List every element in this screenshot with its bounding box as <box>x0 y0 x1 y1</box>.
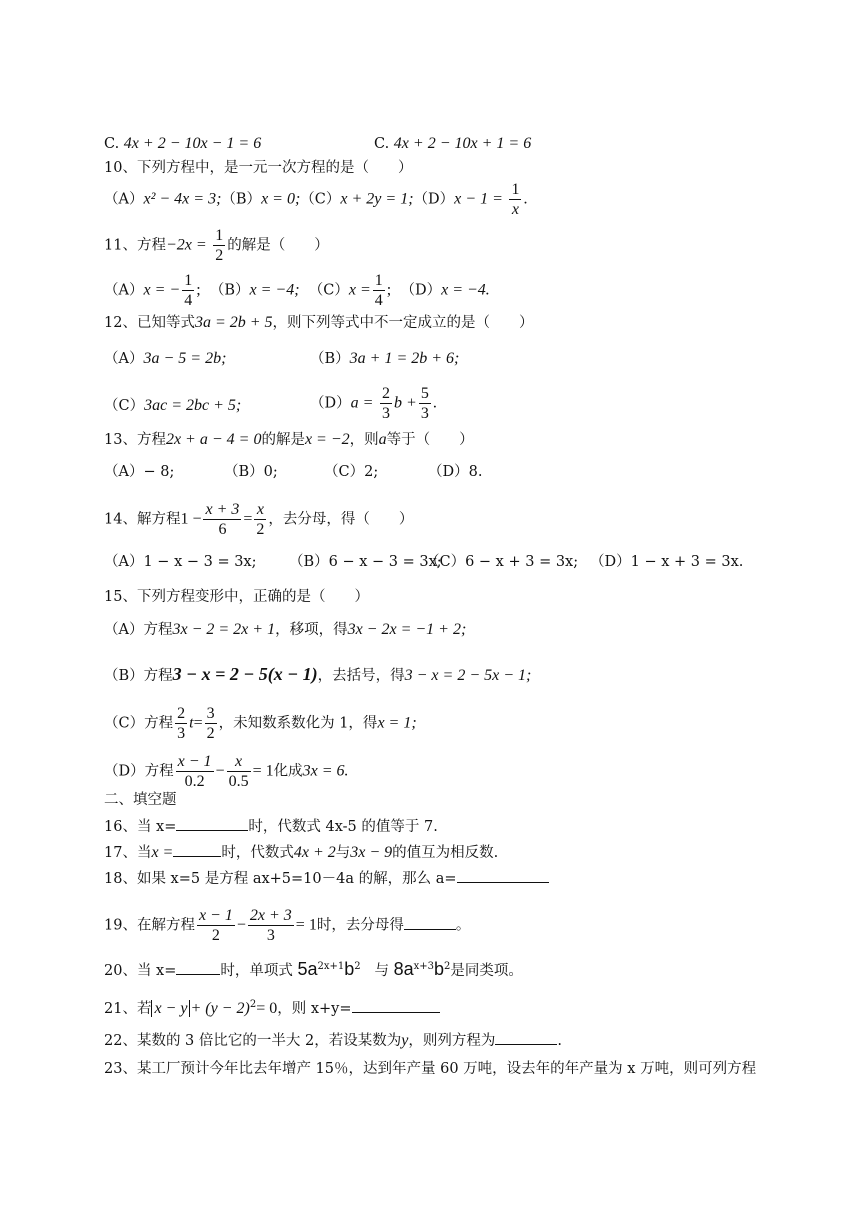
denominator: 3 <box>177 725 186 743</box>
option-label: （A） <box>104 282 144 299</box>
equation: 3x = 6. <box>302 762 349 780</box>
question-18 <box>104 872 549 887</box>
equation: x = 1; <box>377 714 417 732</box>
semicolon: ; <box>196 281 201 299</box>
answer-blank[interactable] <box>176 974 220 975</box>
semicolon: ; <box>386 281 392 299</box>
question-13-option-a: （A）− 8; <box>104 464 175 480</box>
question-text: 19、在解方程 <box>104 917 195 934</box>
expression: + (y − 2) <box>190 999 250 1017</box>
question-text: 时，代数式 4x-5 的值等于 7. <box>248 819 438 835</box>
numerator: x <box>227 752 251 772</box>
question-15: 15、下列方程变形中，正确的是（ ） <box>104 589 369 605</box>
answer-blank[interactable] <box>176 830 248 831</box>
denominator: 2 <box>211 927 220 945</box>
option-eq: x = −4. <box>441 281 490 299</box>
fraction <box>203 500 241 539</box>
question-text: 的解是 <box>261 432 305 448</box>
equation: = 0 <box>256 999 278 1017</box>
denominator: 4 <box>374 292 383 310</box>
expression: 4x + 2 <box>293 844 336 861</box>
fraction <box>254 500 266 539</box>
equation: x = −2 <box>304 431 350 448</box>
denominator: 6 <box>218 521 227 539</box>
option-text: ，移项，得 <box>275 622 348 638</box>
question-14-option-c: （C）6 − x + 3 = 3x; <box>425 554 579 570</box>
question-text: ，则下列等式中不一定成立的是（ ） <box>272 315 534 331</box>
question-text: 17、当 <box>104 845 152 861</box>
question-10-options <box>104 180 527 219</box>
numerator: 1 <box>509 180 521 200</box>
option-label: （C）方程 <box>104 715 174 732</box>
exponent: 2 <box>444 961 451 973</box>
option-eq: 3ac = 2bc + 5; <box>144 397 242 414</box>
question-text: 13、方程 <box>104 432 166 448</box>
question-text: 是同类项。 <box>450 963 523 979</box>
exponent: 2 <box>249 999 257 1010</box>
option-label: （D） <box>310 395 351 412</box>
question-text: 14、解方程 <box>104 511 181 528</box>
question-text: ，则列方程为 <box>408 1033 496 1049</box>
question-text: 18、如果 x=5 是方程 ax+5=10－4a 的解，那么 a= <box>104 871 457 887</box>
option-eq: 3a + 1 = 2b + 6; <box>349 350 460 367</box>
exponent: 2x+1 <box>317 961 345 973</box>
denominator: 3 <box>420 405 429 423</box>
fraction <box>205 704 217 743</box>
period: . <box>432 394 437 412</box>
denominator: 0.5 <box>228 773 249 791</box>
question-text: 21、若 <box>104 1000 152 1017</box>
equals: = <box>193 714 203 732</box>
option-label: （D）方程 <box>104 763 174 780</box>
equation: 2x + a − 4 = 0 <box>165 431 262 448</box>
question-text: ，去分母，得（ ） <box>268 511 414 528</box>
question-12 <box>104 315 534 331</box>
question-15-option-a <box>104 622 466 638</box>
option-label: （A） <box>104 351 144 367</box>
question-12-option-b <box>310 351 459 367</box>
question-21 <box>104 1000 440 1017</box>
option-eq: x = − <box>143 281 181 299</box>
numerator: 2 <box>175 704 187 724</box>
numerator: 5 <box>419 384 431 404</box>
option-row-c2 <box>374 136 531 152</box>
question-15-option-c <box>104 704 417 743</box>
equals-one: = 1 <box>252 762 274 780</box>
option-eq: x = 0; <box>261 190 301 208</box>
equation: 3a = 2b + 5 <box>194 314 273 331</box>
question-14-option-a: （A）1 − x − 3 = 3x; <box>104 554 257 570</box>
question-text: 的值互为相反数. <box>392 845 499 861</box>
denominator: 2 <box>256 521 265 539</box>
option-eq: 3a − 5 = 2b; <box>143 350 227 367</box>
option-text: 化成 <box>273 763 303 780</box>
option-label: C. <box>374 136 390 152</box>
expression: 3x − 9 <box>350 844 393 861</box>
question-text: 11、方程 <box>104 237 166 254</box>
question-text: 12、已知等式 <box>104 315 195 331</box>
fraction <box>373 271 385 310</box>
equation: −2x = <box>165 236 207 254</box>
option-eq: x = <box>348 281 371 299</box>
numerator: x + 3 <box>203 500 241 520</box>
option-eq: x² − 4x = 3; <box>143 190 222 208</box>
denominator: 2 <box>215 247 224 265</box>
question-text: 与 <box>335 845 351 861</box>
numerator: 2 <box>380 384 392 404</box>
question-17 <box>104 845 498 861</box>
minus: − <box>215 762 225 780</box>
denominator: 4 <box>184 292 193 310</box>
question-15-option-d <box>104 752 349 791</box>
option-label: （D） <box>400 282 442 299</box>
option-label: （A） <box>104 191 144 208</box>
fraction <box>227 752 251 791</box>
variable: t <box>189 714 194 732</box>
question-13-option-c: （C）2; <box>324 464 379 480</box>
question-23: 23、某工厂预计今年比去年增产 15％，达到年产量 60 万吨，设去年的年产量为 x 万吨，则可列方程 <box>104 1061 757 1077</box>
punctuation: 。 <box>455 917 471 934</box>
numerator: 1 <box>373 271 385 291</box>
minus: − <box>236 916 246 934</box>
option-label: （B） <box>209 282 250 299</box>
option-label: （C） <box>308 282 349 299</box>
fraction <box>419 384 431 423</box>
question-text: ，则 <box>349 432 379 448</box>
answer-blank[interactable] <box>352 1012 440 1013</box>
equation: x = <box>151 844 174 861</box>
monomial-base: b <box>434 959 445 979</box>
numerator: 1 <box>182 271 194 291</box>
question-16 <box>104 820 438 835</box>
question-14-option-d: （D）1 − x + 3 = 3x. <box>590 554 744 570</box>
fraction <box>175 704 187 743</box>
numerator: 1 <box>213 226 225 246</box>
question-14 <box>104 500 413 539</box>
variable: a <box>378 431 387 448</box>
exponent: x+3 <box>413 961 435 973</box>
period: . <box>523 190 528 208</box>
question-text: ，则 x+y= <box>277 1000 352 1017</box>
denominator: x <box>511 201 520 219</box>
variable: y <box>401 1032 409 1049</box>
question-text: 与 <box>374 963 389 979</box>
option-text: ，去括号，得 <box>317 668 405 684</box>
term: b + <box>394 394 417 412</box>
answer-blank[interactable] <box>495 1044 557 1045</box>
question-10: 10、下列方程中，是一元一次方程的是（ ） <box>104 160 413 176</box>
absolute-value: x − y <box>151 1000 190 1017</box>
question-text: 时，单项式 <box>220 963 293 979</box>
punctuation: . <box>557 1033 562 1049</box>
answer-blank[interactable] <box>404 929 456 930</box>
exponent: 2 <box>354 961 361 973</box>
numerator: x − 1 <box>197 906 235 926</box>
section-heading: 二、填空题 <box>104 792 177 808</box>
numerator: x <box>254 500 266 520</box>
numerator: 3 <box>205 704 217 724</box>
question-13-option-b: （B）0; <box>224 464 278 480</box>
equation: 3x − 2 = 2x + 1 <box>172 621 276 638</box>
denominator: 3 <box>266 927 275 945</box>
denominator: 3 <box>382 405 391 423</box>
question-text: 时，代数式 <box>221 845 294 861</box>
question-12-options-ab <box>104 351 226 367</box>
numerator: x − 1 <box>176 752 214 772</box>
term: 1 − <box>180 510 202 528</box>
fraction <box>182 271 194 310</box>
answer-blank[interactable] <box>457 882 549 883</box>
option-text: ，未知数系数化为 1，得 <box>218 715 378 732</box>
question-text: 22、某数的 3 倍比它的一半大 2，若设某数为 <box>104 1033 402 1049</box>
question-19 <box>104 906 470 945</box>
fraction <box>176 752 214 791</box>
equation: 3 − x = 2 − 5x − 1; <box>404 667 532 684</box>
option-eq: x = −4; <box>249 281 300 299</box>
monomial-base: b <box>344 959 355 979</box>
monomial-base: 5a <box>297 959 318 979</box>
equation: 4x + 2 − 10x − 1 = 6 <box>123 135 262 152</box>
option-row-c <box>104 136 261 152</box>
option-label: （B） <box>310 351 350 367</box>
numerator: 2x + 3 <box>248 906 294 926</box>
fraction <box>197 906 235 945</box>
question-text: 20、当 x= <box>104 963 177 979</box>
question-15-option-b <box>104 665 531 684</box>
question-14-option-b: （B）6 − x − 3 = 3x; <box>289 554 442 570</box>
question-13 <box>104 432 474 448</box>
option-eq: a = <box>350 394 374 412</box>
question-11 <box>104 226 329 265</box>
question-13-option-d: （D）8. <box>428 464 483 480</box>
option-eq: x − 1 = <box>454 190 503 208</box>
option-label: （C） <box>300 191 341 208</box>
question-text: 的解是（ ） <box>227 237 329 254</box>
question-20 <box>104 960 523 979</box>
fraction <box>509 180 521 219</box>
fraction <box>213 226 225 265</box>
question-22 <box>104 1033 562 1049</box>
option-label: C. <box>104 136 120 152</box>
fraction <box>248 906 294 945</box>
option-label: （A）方程 <box>104 622 173 638</box>
equation: 4x + 2 − 10x + 1 = 6 <box>393 135 532 152</box>
monomial-base: 8a <box>393 959 414 979</box>
option-label: （B） <box>221 191 262 208</box>
option-label: （D） <box>413 191 455 208</box>
fraction <box>380 384 392 423</box>
question-text: 时，去分母得 <box>316 917 404 934</box>
equation: 3 − x = 2 − 5(x − 1) <box>172 664 318 684</box>
question-text: 16、当 x= <box>104 819 177 835</box>
option-label: （C） <box>104 398 145 414</box>
option-label: （B）方程 <box>104 668 173 684</box>
denominator: 0.2 <box>184 773 205 791</box>
equation: 3x − 2x = −1 + 2; <box>347 621 467 638</box>
equals: = <box>243 510 253 528</box>
answer-blank[interactable] <box>173 856 221 857</box>
denominator: 2 <box>206 725 215 743</box>
option-eq: x + 2y = 1; <box>340 190 414 208</box>
question-12-option-c <box>104 398 241 414</box>
question-11-options <box>104 271 490 310</box>
equals-one: = 1 <box>295 916 317 934</box>
question-12-option-d <box>310 384 437 423</box>
question-text: 等于（ ） <box>386 432 474 448</box>
